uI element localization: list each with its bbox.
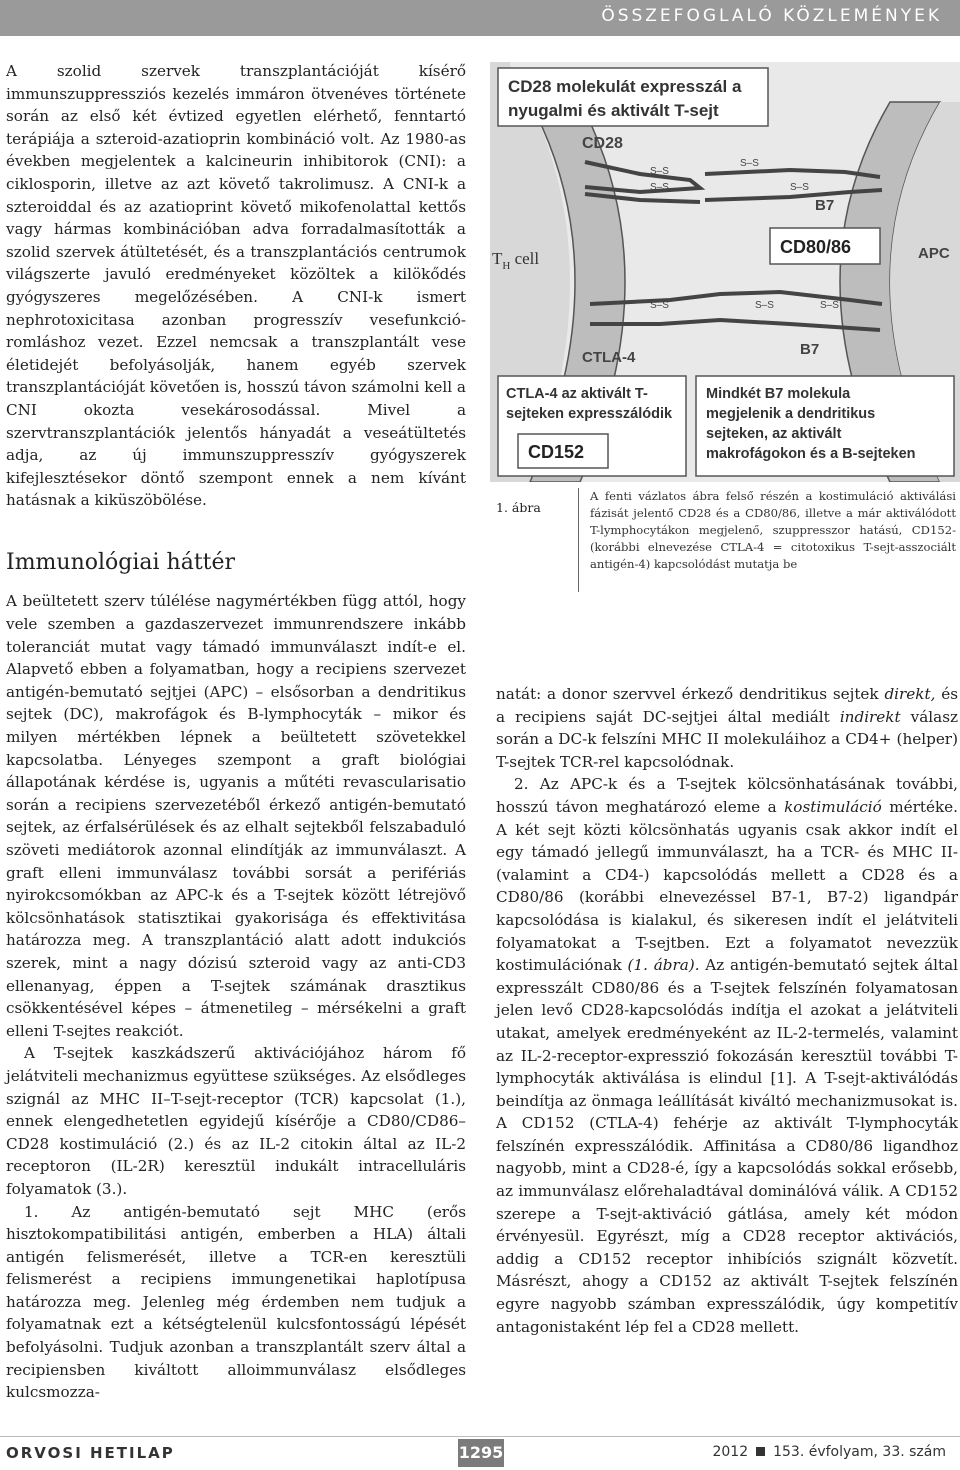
section-heading: Immunológiai háttér xyxy=(6,549,236,575)
page-footer xyxy=(0,1436,960,1470)
header-band xyxy=(0,0,960,36)
figure-costimulation xyxy=(490,62,960,482)
title-line1: CD28 molekulát expresszál a xyxy=(508,77,742,96)
section-title: ÖSSZEFOGLALÓ KÖZLEMÉNYEK xyxy=(601,6,942,26)
footer-divider xyxy=(0,1436,960,1437)
cd152-label: CD152 xyxy=(528,442,585,462)
disulfide-label: S–S xyxy=(790,182,809,193)
paragraph: 1. Az antigén-bemutató sejt MHC (erős hisztokompatibilitási antigén, emberben a HLA) általi antigén felismerését, illetve a TCR-en keresztüli felismerést a recipiens immungenetikai haplotípusa határozza meg. Jelenleg még érdemben nem tudjuk a folyamatnak ezt a kétségtelenül kulcsfontosságú lépését befolyásolni. Tudjuk azonban a transzplantált szerv által a recipiensben kiváltott alloimmunválasz elsődleges kulcsmozza- xyxy=(6,1202,466,1402)
journal-name: ORVOSI HETILAP xyxy=(6,1444,175,1462)
separator-square-icon xyxy=(756,1447,765,1456)
title-line2: nyugalmi és aktivált T-sejt xyxy=(508,101,719,120)
disulfide-label: S–S xyxy=(820,300,839,311)
th-cell-label: $T_H$ cell xyxy=(492,249,540,272)
issue-info: 2012 153. évfolyam, 33. szám xyxy=(712,1444,946,1460)
cd28-label: CD28 xyxy=(582,135,623,152)
paragraph: A T-sejtek kaszkádszerű aktivációjához három fő jelátviteli mechanizmus együttese szükséges. Az elsődleges szignál az MHC II–T-sejt-receptor (TCR) kapcsolat (1.), ennek elengedhetetlen egyidejű kísérője a CD80/CD86–CD28 kostimuláció (2.) és az IL-2 citokin által az IL-2 receptoron (IL-2R) keresztül indukált intracelluláris folyamatok (3.). xyxy=(6,1044,466,1198)
b7-bottom-label: B7 xyxy=(800,341,820,358)
cd80-86-label: CD80/86 xyxy=(780,237,852,257)
ctla4-label: CTLA-4 xyxy=(582,349,636,366)
b7-info-line4: makrofágokon és a B-sejteken xyxy=(706,446,916,462)
intro-paragraph: A szolid szervek transzplantációját kísérő immunszuppressziós kezelés immáron ötvenéves története során az első két évtized egyetlen elérhető, fenntartó terápiája a szteroid-azatioprin kombináció volt. Az 1980-as években megjelentek a kalcineurin inhibitorok (CNI): a ciklosporin, illetve az azt követő takrolimusz. A CNI-k a szteroiddal és az azatioprint követő mikofenolattal kettős vagy hármas kombinációban adva forradalmasították a szolid szervek átültetését, és a transzplantációs centrumok világszerte javuló eredményeket közöltek a kilökődés gyógyszeres megelőzésében. A CNI-k ismert nephrotoxicitasa azonban progresszív vesefunkció-romláshoz vezet. Ezzel nemcsak a transzplantált vese életidejét befolyásolják, hanem egyéb szervek transzplantációját követően is, hosszú távon számolni kell a CNI okozta vesekárosodással. Mivel a szervtranszplantációk jelentős hányadát a veseátültetés adja, az új immunszuppresszív gyógyszerek kifejlesztésekor döntő szempont ennek a nem kívánt hatásnak a kiküszöbölése. xyxy=(6,62,466,510)
paragraph: A beültetett szerv túlélése nagymértékben függ attól, hogy vele szemben a gazdaszervezet immunrendszere inkább toleranciát mutat vagy támadó immunválaszt indít-e el. Alapvető ebben a folyamatban, hogy a recipiens szervezet antigén-bemutató sejtjei (APC) – elsősorban a dendritikus sejtek (DC), makrofágok és B-lymphocyták – mikor és milyen mértékben lépnek a beültetett szövetekkel kapcsolatba. Lényeges szempont a graft biológiai állapotának kérdése is, ugyanis a műtéti revascularisatio során a recipiens szervezetéből érkező antigén-bemutató sejtek, az érfalsérülések és az elhalt sejtekből felszabaduló szöveti mediátorok azonnal elindítják az immunválaszt. A graft elleni immunválasz további sorsát a perifériás nyirokcsomókban az APC-k és a T-sejtek között létrejövő kölcsönhatások statisztikai gyakorisága és effektivitása határozza meg. A transzplantáció alatt adott indukciós szerek, mint a nagy dózisú szteroid vagy az anti-CD3 ellenanyag, éppen a T-sejtek számának drasztikus csökkentésével képes – átmenetileg – mérsékelni a graft elleni T-sejtes reakciót. xyxy=(6,592,466,1040)
b7-info-line2: megjelenik a dendritikus xyxy=(706,406,876,422)
b7-info-line3: sejteken, az aktivált xyxy=(706,426,842,442)
right-column xyxy=(496,683,958,1338)
figure-caption: A fenti vázlatos ábra felső részén a kostimuláció aktiválási fázisát jelentő CD28 és a CD80/86, illetve a már aktiválódott T-lymphocytákon megjelenő, szuppresszor hatású, CD152- (korábbi elnevezése CTLA-4 = citotoxikus T-sejt-asszociált antigén-4) kapcsolódást mutatja be xyxy=(590,489,956,571)
caption-divider xyxy=(578,488,579,592)
disulfide-label: S–S xyxy=(650,300,669,311)
disulfide-label: S–S xyxy=(740,158,759,169)
paragraph: 2. Az APC-k és a T-sejtek kölcsönhatásának további, hosszú távon meghatározó eleme a kostimuláció mértéke. A két sejt közti kölcsönhatás ugyanis csak akkor indít el egy támadó jellegű immunválaszt, ha a TCR- és MHC II- (valamint a CD4-) kapcsolódás mellett a CD28 és a CD80/86 (korábbi elnevezéssel B7-1, B7-2) ligandpár kapcsolódása is kialakul, és sikeresen indít el jelátviteli folyamatokat a T-sejtben. Ezt a folyamatot nevezzük kostimulációnak (1. ábra). Az antigén-bemutató sejtek által expresszált CD80/86 és a T-sejtek felszínén folyamatosan jelen levő CD28-kapcsolódás indítja el azokat a jelátviteli utakat, amelyek eredményeként az IL-2-termelés, valamint az IL-2-receptor-expresszió fokozásán keresztül további T-lymphocyták aktiválása is elindul [1]. A T-sejt-aktiválódás beindítja az önmaga leállítását kiváltó mechanizmusokat is. A CD152 (CTLA-4) fehérje az aktivált T-lymphocyták felszínén expresszálódik. Affinitása a CD80/86 ligandhoz nagyobb, mint a CD28-é, így a kapcsolódás sokkal erősebb, az immunválasz előrehaladtával dominálóvá válik. A CD152 szerepe a T-sejt-aktiváció gátlása, amely két módon érvényesül. Egyrészt, míg a CD28 receptor aktivációs, addig a CD152 receptor inhibíciós szignált közvetít. Másrészt, ahogy a CD152 az aktivált T-sejtek felszínén egyre nagyobb számban expresszálódik, úgy kompetitív antagonistaként lép fel a CD28 mellett. xyxy=(496,775,958,1336)
b7-info-line1: Mindkét B7 molekula xyxy=(706,386,851,402)
ctla4-info-line2: sejteken expresszálódik xyxy=(506,406,673,422)
ctla4-info-line1: CTLA-4 az aktivált T- xyxy=(506,386,648,402)
disulfide-label: S–S xyxy=(755,300,774,311)
b7-top-label: B7 xyxy=(815,197,835,214)
paragraph: natát: a donor szervvel érkező dendritikus sejtek direkt, és a recipiens saját DC-sejtjei által mediált indirekt válasz során a DC-k felszíni MHC II molekuláihoz a CD4+ (helper) T-sejtek TCR-rel kapcsolódnak. xyxy=(496,685,959,771)
page-number: 1295 xyxy=(458,1439,504,1467)
apc-label: APC xyxy=(918,245,950,262)
disulfide-label: S–S xyxy=(650,182,669,193)
disulfide-label: S–S xyxy=(650,166,669,177)
left-column xyxy=(6,60,466,1404)
figure-label: 1. ábra xyxy=(496,500,541,515)
